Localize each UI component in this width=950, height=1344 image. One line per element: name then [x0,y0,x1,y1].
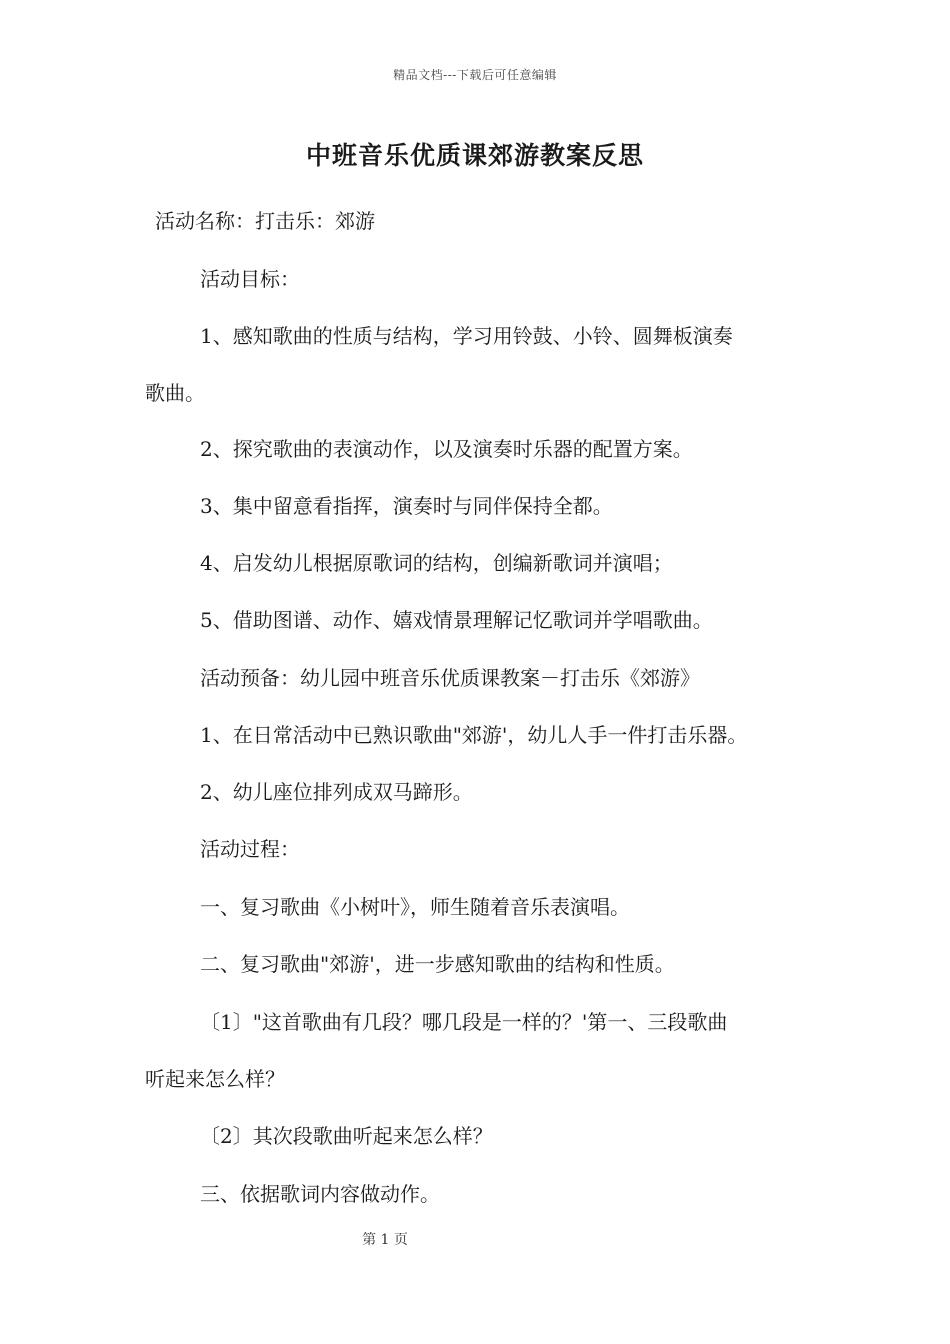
prep-2-line: 2、幼儿座位排列成双马蹄形。 [200,780,473,804]
goal-5-line: 5、借助图谱、动作、嬉戏情景理解记忆歌词并学唱歌曲。 [200,608,713,632]
page-number: 第 1 页 [362,1232,408,1248]
page-header: 精品文档---下载后可任意编辑 [393,68,557,82]
goal-3-line: 3、集中留意看指挥，演奏时与同伴保持全都。 [200,494,613,518]
process-step-3-line: 三、依据歌词内容做动作。 [200,1182,440,1206]
activity-process-heading: 活动过程： [200,837,300,861]
document-title: 中班音乐优质课郊游教案反思 [305,141,644,170]
question-1-line: 〔1〕"这首歌曲有几段？哪几段是一样的？'第一、三段歌曲 [200,1010,728,1034]
process-step-1-line: 一、复习歌曲《小树叶》，师生随着音乐表演唱。 [200,895,630,919]
prep-1-line: 1、在日常活动中已熟识歌曲"郊游'，幼儿人手一件打击乐器。 [200,723,748,747]
question-2-line: 〔2〕其次段歌曲听起来怎么样？ [200,1124,493,1148]
goal-2-line: 2、探究歌曲的表演动作，以及演奏时乐器的配置方案。 [200,437,693,461]
goal-1-continuation: 歌曲。 [145,381,205,405]
process-step-2-line: 二、复习歌曲"郊游'，进一步感知歌曲的结构和性质。 [200,952,675,976]
activity-name-line: 活动名称：打击乐：郊游 [155,209,375,233]
goal-1-line: 1、感知歌曲的性质与结构，学习用铃鼓、小铃、圆舞板演奏 [200,324,733,348]
goal-4-line: 4、启发幼儿根据原歌词的结构，创编新歌词并演唱； [200,551,673,575]
question-1-continuation: 听起来怎么样？ [145,1067,285,1091]
activity-goals-heading: 活动目标： [200,267,300,291]
activity-prep-heading: 活动预备：幼儿园中班音乐优质课教案－打击乐《郊游》 [200,666,700,690]
